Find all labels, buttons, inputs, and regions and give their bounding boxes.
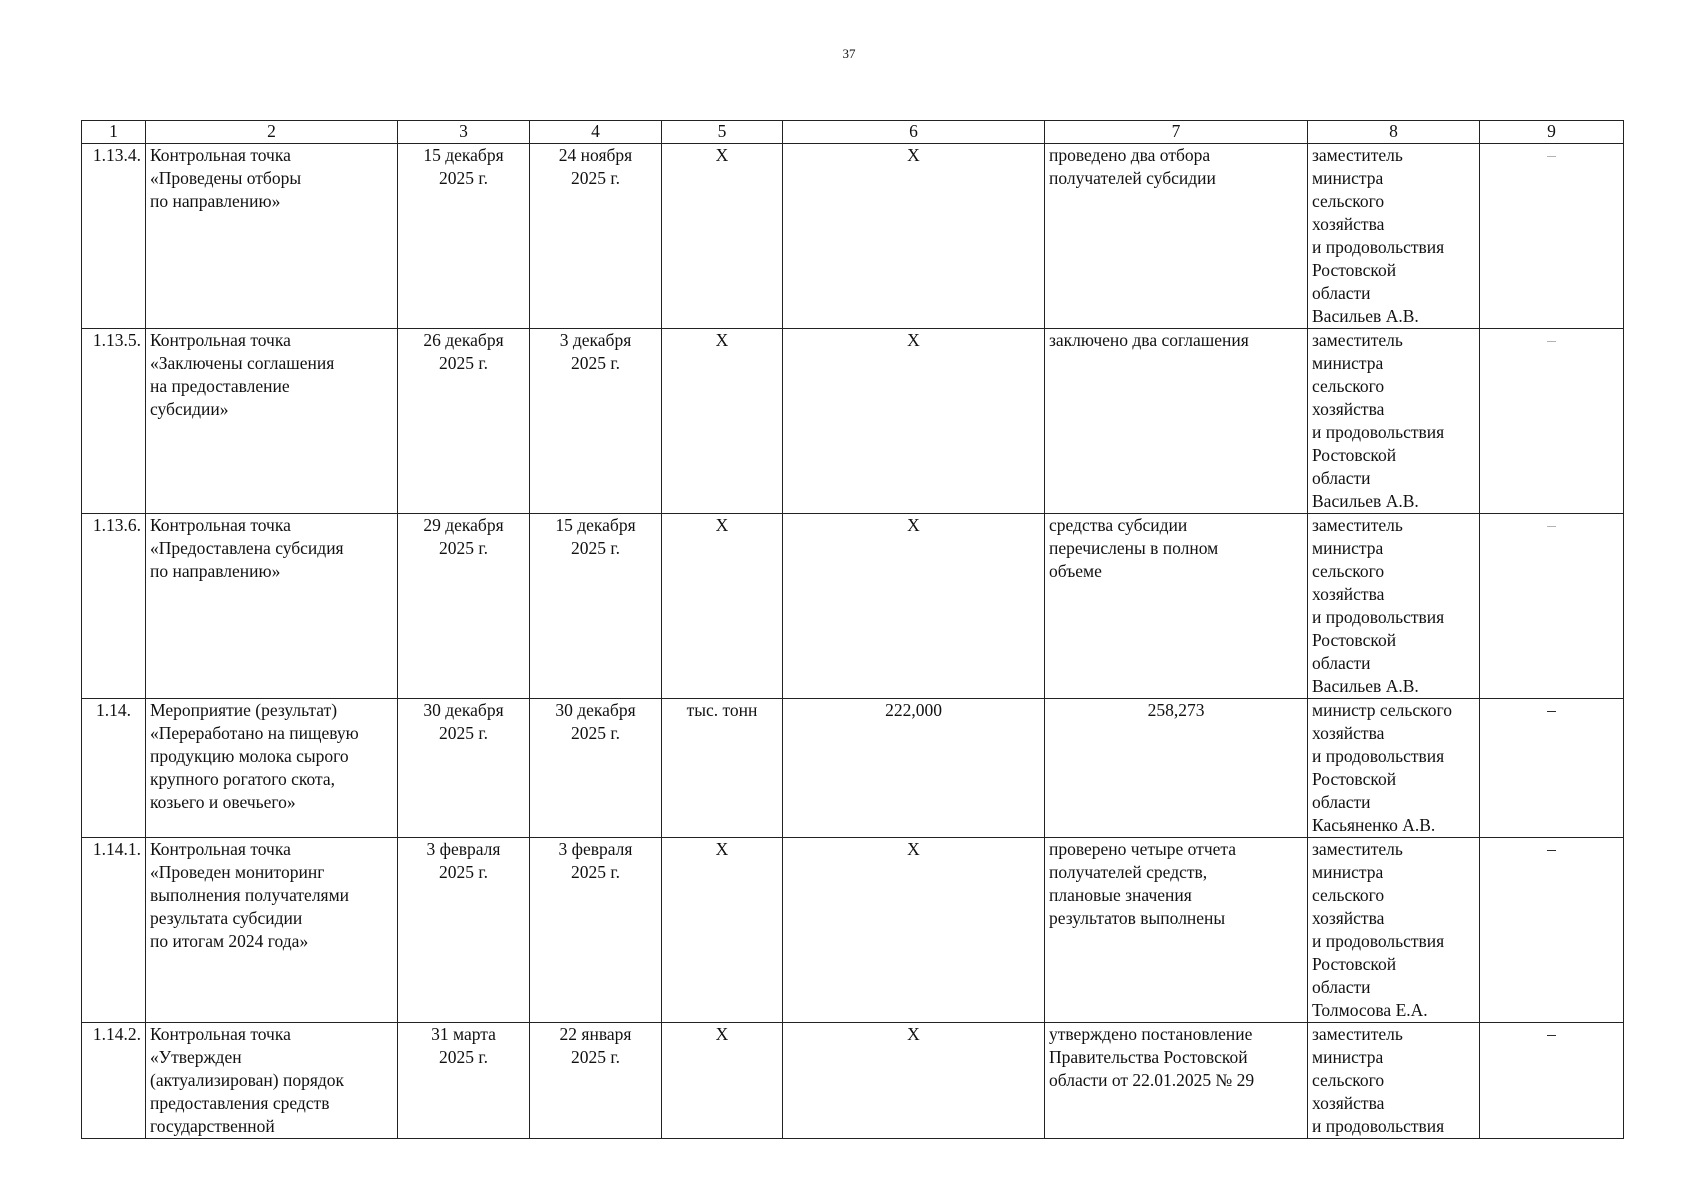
- unit: Х: [662, 838, 783, 1023]
- fact-value-line: утверждено постановление: [1049, 1024, 1253, 1044]
- fact-value-line: 258,273: [1147, 700, 1205, 720]
- responsible-person-line: Ростовской: [1312, 260, 1397, 280]
- fact-value-line: проверено четыре отчета: [1049, 839, 1237, 859]
- responsible-person: [1308, 514, 1480, 699]
- note: –: [1480, 514, 1624, 699]
- header-cell: 5: [662, 121, 783, 144]
- item-number: 1.13.6.: [82, 514, 146, 699]
- plan-date: [398, 329, 530, 514]
- fact-date-line: 2025 г.: [571, 862, 620, 882]
- responsible-person-line: области: [1312, 792, 1371, 812]
- plan-value: Х: [783, 329, 1045, 514]
- item-name-line: «Заключены соглашения: [150, 353, 335, 373]
- responsible-person-line: и продовольствия: [1312, 237, 1445, 257]
- item-name-line: «Предоставлена субсидия: [150, 538, 344, 558]
- item-name-line: «Утвержден: [150, 1047, 242, 1067]
- table-body: [82, 121, 1624, 1139]
- responsible-person: [1308, 144, 1480, 329]
- header-cell: 4: [530, 121, 662, 144]
- responsible-person-line: сельского: [1312, 885, 1385, 905]
- header-cell: 9: [1480, 121, 1624, 144]
- responsible-person: [1308, 1023, 1480, 1139]
- fact-value-line: результатов выполнены: [1049, 908, 1226, 928]
- responsible-person-line: хозяйства: [1312, 723, 1385, 743]
- item-name: [146, 838, 398, 1023]
- plan-date-line: 2025 г.: [439, 723, 488, 743]
- responsible-person-line: заместитель: [1312, 839, 1403, 859]
- fact-date-line: 2025 г.: [571, 353, 620, 373]
- fact-value-line: заключено два соглашения: [1049, 330, 1249, 350]
- item-name-line: продукцию молока сырого: [150, 746, 349, 766]
- plan-value: Х: [783, 514, 1045, 699]
- note: –: [1480, 144, 1624, 329]
- unit: Х: [662, 514, 783, 699]
- column-number-header: [82, 121, 1624, 144]
- item-name-line: Контрольная точка: [150, 839, 291, 859]
- responsible-person: [1308, 329, 1480, 514]
- fact-value-line: получателей субсидии: [1049, 168, 1216, 188]
- fact-value: [1045, 514, 1308, 699]
- responsible-person-line: сельского: [1312, 376, 1385, 396]
- responsible-person-line: Ростовской: [1312, 769, 1397, 789]
- responsible-person-line: заместитель: [1312, 330, 1403, 350]
- item-name-line: Контрольная точка: [150, 515, 291, 535]
- fact-value: [1045, 144, 1308, 329]
- report-table: [81, 120, 1624, 1139]
- fact-date: [530, 144, 662, 329]
- note: –: [1480, 329, 1624, 514]
- fact-date-line: 15 декабря: [555, 515, 636, 535]
- fact-value: [1045, 329, 1308, 514]
- item-number: 1.13.5.: [82, 329, 146, 514]
- plan-value: Х: [783, 1023, 1045, 1139]
- responsible-person-line: Толмосова Е.А.: [1312, 1000, 1428, 1020]
- responsible-person-line: Касьяненко А.В.: [1312, 815, 1436, 835]
- responsible-person-line: Васильев А.В.: [1312, 306, 1419, 326]
- plan-date-line: 26 декабря: [423, 330, 504, 350]
- header-cell: 6: [783, 121, 1045, 144]
- item-name: [146, 329, 398, 514]
- responsible-person-line: хозяйства: [1312, 399, 1385, 419]
- responsible-person-line: области: [1312, 283, 1371, 303]
- responsible-person-line: министра: [1312, 353, 1384, 373]
- responsible-person-line: сельского: [1312, 191, 1385, 211]
- responsible-person-line: Васильев А.В.: [1312, 491, 1419, 511]
- item-name-line: «Проведены отборы: [150, 168, 302, 188]
- plan-date: [398, 514, 530, 699]
- plan-value: 222,000: [783, 699, 1045, 838]
- header-cell: 8: [1308, 121, 1480, 144]
- fact-value-line: плановые значения: [1049, 885, 1192, 905]
- fact-date: [530, 329, 662, 514]
- responsible-person-line: Васильев А.В.: [1312, 676, 1419, 696]
- plan-value: Х: [783, 838, 1045, 1023]
- responsible-person-line: области: [1312, 977, 1371, 997]
- plan-date-line: 2025 г.: [439, 862, 488, 882]
- item-name-line: выполнения получателями: [150, 885, 350, 905]
- responsible-person-line: заместитель: [1312, 515, 1403, 535]
- responsible-person-line: заместитель: [1312, 145, 1403, 165]
- responsible-person: [1308, 699, 1480, 838]
- plan-date-line: 2025 г.: [439, 1047, 488, 1067]
- item-name-line: «Проведен мониторинг: [150, 862, 325, 882]
- fact-date: [530, 1023, 662, 1139]
- responsible-person-line: министр сельского: [1312, 700, 1453, 720]
- plan-date: [398, 838, 530, 1023]
- page-number: 37: [842, 46, 856, 61]
- header-cell: 7: [1045, 121, 1308, 144]
- item-name-line: государственной: [150, 1116, 275, 1136]
- plan-date-line: 29 декабря: [423, 515, 504, 535]
- fact-value: [1045, 838, 1308, 1023]
- item-number: 1.14.1.: [82, 838, 146, 1023]
- note: –: [1480, 838, 1624, 1023]
- plan-date-line: 3 февраля: [426, 839, 501, 859]
- responsible-person-line: и продовольствия: [1312, 931, 1445, 951]
- table-row: [82, 329, 1624, 514]
- item-name-line: Контрольная точка: [150, 145, 291, 165]
- responsible-person-line: министра: [1312, 168, 1384, 188]
- responsible-person-line: области: [1312, 653, 1371, 673]
- item-name: [146, 1023, 398, 1139]
- responsible-person-line: министра: [1312, 538, 1384, 558]
- responsible-person-line: хозяйства: [1312, 584, 1385, 604]
- responsible-person-line: области: [1312, 468, 1371, 488]
- fact-value-line: Правительства Ростовской: [1049, 1047, 1248, 1067]
- item-name: [146, 514, 398, 699]
- responsible-person-line: хозяйства: [1312, 908, 1385, 928]
- fact-date: [530, 838, 662, 1023]
- responsible-person-line: и продовольствия: [1312, 1116, 1445, 1136]
- fact-value-line: перечислены в полном: [1049, 538, 1219, 558]
- responsible-person-line: заместитель: [1312, 1024, 1403, 1044]
- table-row: [82, 514, 1624, 699]
- plan-date-line: 15 декабря: [423, 145, 504, 165]
- responsible-person-line: сельского: [1312, 1070, 1385, 1090]
- plan-date-line: 2025 г.: [439, 353, 488, 373]
- fact-date-line: 24 ноября: [558, 145, 633, 165]
- fact-date-line: 22 января: [559, 1024, 632, 1044]
- fact-value-line: средства субсидии: [1049, 515, 1188, 535]
- item-name-line: «Переработано на пищевую: [150, 723, 359, 743]
- item-name-line: Контрольная точка: [150, 1024, 291, 1044]
- plan-date-line: 30 декабря: [423, 700, 504, 720]
- plan-date: [398, 1023, 530, 1139]
- responsible-person: [1308, 838, 1480, 1023]
- fact-date-line: 3 декабря: [559, 330, 632, 350]
- responsible-person-line: и продовольствия: [1312, 422, 1445, 442]
- fact-value-line: получателей средств,: [1049, 862, 1208, 882]
- unit: Х: [662, 144, 783, 329]
- responsible-person-line: хозяйства: [1312, 1093, 1385, 1113]
- fact-date-line: 2025 г.: [571, 1047, 620, 1067]
- item-name-line: крупного рогатого скота,: [150, 769, 336, 789]
- item-name-line: (актуализирован) порядок: [150, 1070, 345, 1090]
- item-name-line: козьего и овечьего»: [150, 792, 296, 812]
- item-name-line: на предоставление: [150, 376, 290, 396]
- plan-value: Х: [783, 144, 1045, 329]
- plan-date: [398, 144, 530, 329]
- fact-date-line: 2025 г.: [571, 723, 620, 743]
- fact-value-line: объеме: [1049, 561, 1102, 581]
- unit: тыс. тонн: [662, 699, 783, 838]
- responsible-person-line: Ростовской: [1312, 630, 1397, 650]
- item-name-line: Контрольная точка: [150, 330, 291, 350]
- plan-date-line: 31 марта: [431, 1024, 496, 1044]
- item-name-line: результата субсидии: [150, 908, 303, 928]
- item-name-line: Мероприятие (результат): [150, 700, 338, 720]
- note: –: [1480, 699, 1624, 838]
- plan-date-line: 2025 г.: [439, 538, 488, 558]
- responsible-person-line: министра: [1312, 862, 1384, 882]
- responsible-person-line: Ростовской: [1312, 445, 1397, 465]
- fact-value-line: проведено два отбора: [1049, 145, 1211, 165]
- table-row: [82, 144, 1624, 329]
- header-cell: 1: [82, 121, 146, 144]
- unit: Х: [662, 329, 783, 514]
- item-number: 1.14.2.: [82, 1023, 146, 1139]
- header-cell: 2: [146, 121, 398, 144]
- fact-value-line: области от 22.01.2025 № 29: [1049, 1070, 1255, 1090]
- responsible-person-line: Ростовской: [1312, 954, 1397, 974]
- table-row: [82, 838, 1624, 1023]
- item-name-line: предоставления средств: [150, 1093, 330, 1113]
- table-row: [82, 699, 1624, 838]
- fact-date-line: 2025 г.: [571, 538, 620, 558]
- fact-value: [1045, 1023, 1308, 1139]
- fact-date: [530, 699, 662, 838]
- plan-date: [398, 699, 530, 838]
- item-number: 1.14.: [82, 699, 146, 838]
- fact-value: [1045, 699, 1308, 838]
- plan-date-line: 2025 г.: [439, 168, 488, 188]
- item-name-line: по направлению»: [150, 561, 281, 581]
- item-number: 1.13.4.: [82, 144, 146, 329]
- item-name-line: субсидии»: [150, 399, 229, 419]
- unit: Х: [662, 1023, 783, 1139]
- responsible-person-line: сельского: [1312, 561, 1385, 581]
- table-row: [82, 1023, 1624, 1139]
- item-name: [146, 144, 398, 329]
- responsible-person-line: и продовольствия: [1312, 607, 1445, 627]
- fact-date-line: 2025 г.: [571, 168, 620, 188]
- fact-date-line: 3 февраля: [558, 839, 633, 859]
- item-name-line: по итогам 2024 года»: [150, 931, 309, 951]
- responsible-person-line: хозяйства: [1312, 214, 1385, 234]
- item-name: [146, 699, 398, 838]
- fact-date-line: 30 декабря: [555, 700, 636, 720]
- header-cell: 3: [398, 121, 530, 144]
- fact-date: [530, 514, 662, 699]
- note: –: [1480, 1023, 1624, 1139]
- item-name-line: по направлению»: [150, 191, 281, 211]
- responsible-person-line: и продовольствия: [1312, 746, 1445, 766]
- responsible-person-line: министра: [1312, 1047, 1384, 1067]
